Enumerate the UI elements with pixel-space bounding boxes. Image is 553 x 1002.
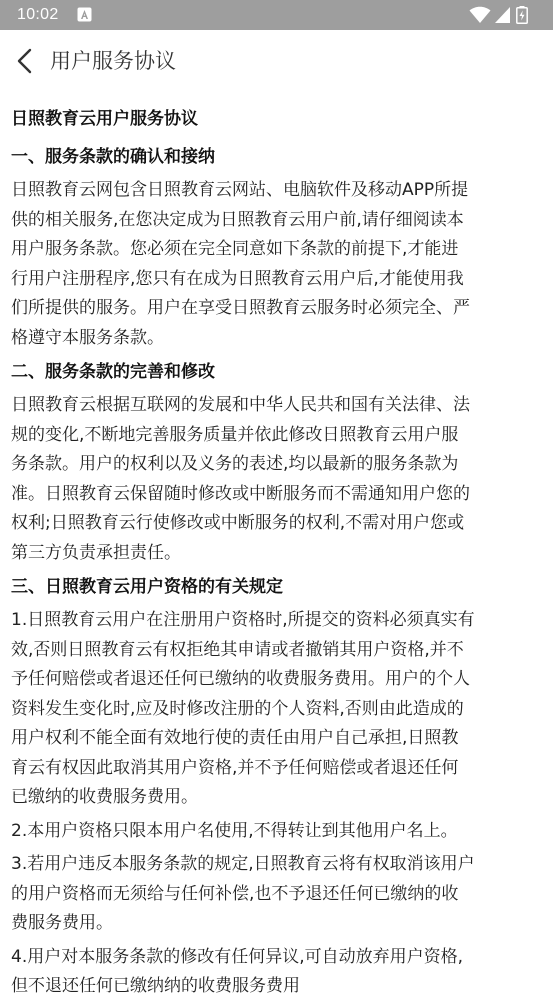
paragraph-line: 行用户注册程序,您只有在成为日照教育云用户后,才能使用我 (11, 268, 464, 289)
paragraph-line: 用户服务条款。您必须在完全同意如下条款的前提下,才能进 (11, 239, 459, 259)
paragraph-line: 予任何赔偿或者退还任何已缴纳的收费服务费用。用户的个人 (11, 669, 470, 689)
document-title: 日照教育云用户服务协议 (11, 109, 198, 129)
paragraph-line: 效,否则日照教育云有权拒绝其申请或者撤销其用户资格,并不 (11, 639, 464, 660)
status-time: 10:02 (17, 6, 59, 23)
a-notification-icon (77, 7, 92, 22)
paragraph-line: 格遵守本服务条款。 (11, 327, 164, 348)
paragraph-line: 2.本用户资格只限本用户名使用,不得转让到其他用户名上。 (11, 820, 458, 841)
page-title: 用户服务协议 (50, 49, 176, 73)
section-paragraph (11, 943, 544, 1002)
toolbar (0, 30, 553, 92)
section-heading: 二、服务条款的完善和修改 (11, 362, 215, 382)
paragraph-line: 用户权利不能全面有效地行使的责任由用户自己承担,日照教 (11, 728, 459, 748)
paragraph-line: 日照教育云网包含日照教育云网站、电脑软件及移动APP所提 (11, 180, 469, 200)
section-heading: 三、日照教育云用户资格的有关规定 (11, 577, 283, 597)
chevron-left-icon[interactable] (14, 46, 36, 76)
cellular-signal-icon (494, 6, 511, 24)
section-paragraph (11, 817, 544, 847)
section-paragraph (11, 606, 544, 813)
paragraph-line: 供的相关服务,在您决定成为日照教育云用户前,请仔细阅读本 (11, 209, 464, 230)
paragraph-line: 1.日照教育云用户在注册用户资格时,所提交的资料必须真实有 (11, 610, 475, 630)
paragraph-line: 育云有权因此取消其用户资格,并不予任何赔偿或者退还任何 (11, 757, 459, 778)
document-sections (11, 142, 544, 1002)
paragraph-line: 规的变化,不断地完善服务质量并依此修改日照教育云用户服 (11, 424, 459, 445)
paragraph-line: 资料发生变化时,应及时修改注册的个人资料,否则由此造成的 (11, 698, 464, 719)
paragraph-line: 但不退还任何已缴纳纳的收费服务费用 (11, 976, 300, 996)
paragraph-line: 第三方负责承担责任。 (11, 542, 181, 563)
battery-charging-icon (516, 6, 528, 24)
paragraph-line: 们所提供的服务。用户在享受日照教育云服务时必须完全、严 (11, 298, 470, 318)
paragraph-line: 的用户资格而无须给与任何补偿,也不予退还任何已缴纳的收 (11, 883, 459, 904)
status-bar (0, 0, 553, 30)
agreement-content[interactable] (11, 104, 544, 996)
section-paragraph (11, 176, 544, 353)
paragraph-line: 已缴纳的收费服务费用。 (11, 787, 198, 807)
section-paragraph (11, 850, 544, 939)
paragraph-line: 务条款。用户的权利以及义务的表述,均以最新的服务条款为 (11, 454, 459, 474)
section-paragraph (11, 391, 544, 568)
status-icons (469, 6, 539, 24)
paragraph-line: 日照教育云根据互联网的发展和中华人民共和国有关法律、法 (11, 395, 470, 415)
paragraph-line: 准。日照教育云保留随时修改或中断服务而不需通知用户您的 (11, 483, 470, 504)
paragraph-line: 权利;日照教育云行使修改或中断服务的权利,不需对用户您或 (11, 513, 465, 533)
section-heading: 一、服务条款的确认和接纳 (11, 147, 215, 167)
paragraph-line: 3.若用户违反本服务条款的规定,日照教育云将有权取消该用户 (11, 854, 475, 874)
wifi-icon (469, 6, 491, 24)
paragraph-line: 4.用户对本服务条款的修改有任何异议,可自动放弃用户资格, (11, 946, 464, 967)
paragraph-line: 费服务费用。 (11, 913, 113, 933)
